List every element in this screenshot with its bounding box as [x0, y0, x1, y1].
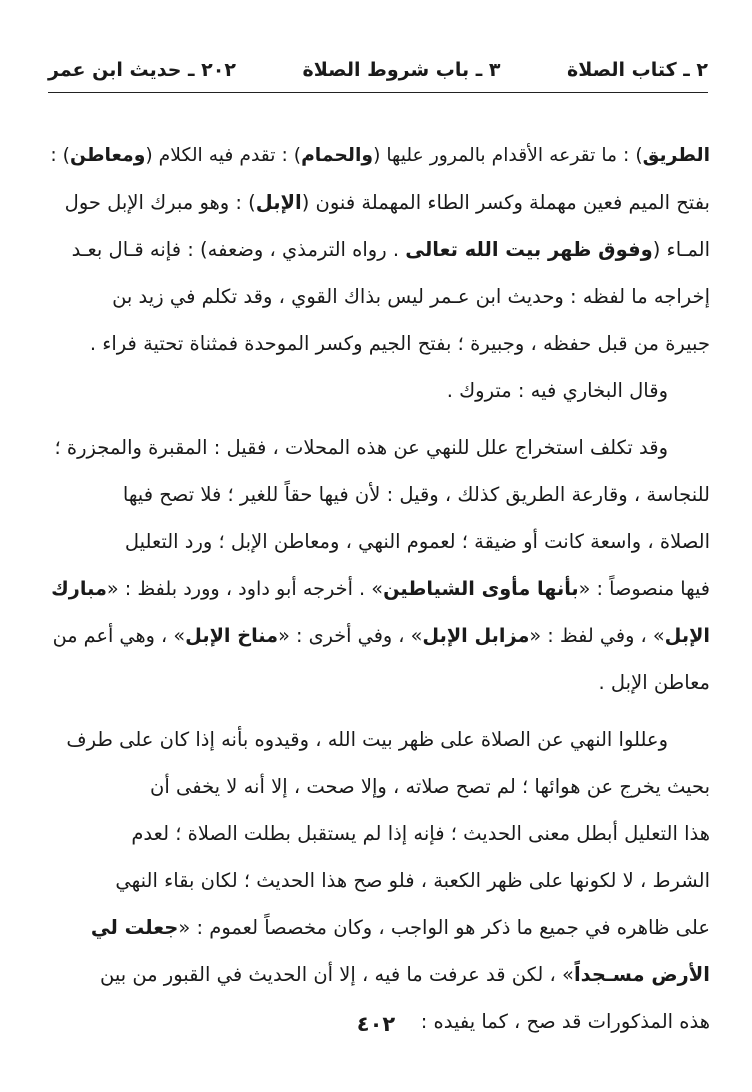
text-run: المـاء ( [652, 238, 710, 261]
header-chapter-title: ٢ ـ كتاب الصلاة [567, 59, 708, 81]
page-number: ٤٠٢ [356, 1012, 396, 1036]
text-run: الشرط ، لا لكونها على ظهر الكعبة ، فلو صح هذا الحديث ؛ لكان بقاء النهي [115, 869, 710, 892]
paragraph [46, 716, 710, 1045]
emphasized-text: الطريق [642, 145, 710, 166]
paragraph [46, 424, 710, 706]
text-run: » ، وفي أخرى : « [278, 624, 423, 647]
text-line [46, 810, 710, 857]
text-run: بفتح الميم فعين مهملة وكسر الطاء المهملة فنون ( [301, 191, 710, 214]
emphasized-text: وفوق ظهر بيت الله تعالى [405, 238, 653, 261]
text-run: هذا التعليل أبطل معنى الحديث ؛ فإنه إذا لم يستقبل بطلت الصلاة ؛ لعدم [131, 822, 710, 845]
text-line [46, 951, 710, 998]
text-line [46, 904, 710, 951]
emphasized-text: والحمام [301, 145, 374, 166]
text-line [46, 273, 710, 320]
text-run: » ، وهي أعم من [52, 624, 186, 647]
emphasized-text: الإبل [255, 191, 302, 214]
header-divider [48, 92, 708, 93]
text-run: إخراجه ما لفظه : وحديث ابن عـمر ليس بذاك القوي ، وقد تكلم في زيد بن [112, 285, 710, 308]
text-run: جبيرة من قبل حفظه ، وجبيرة ؛ بفتح الجيم وكسر الموحدة فمثناة تحتية فراء . [89, 332, 710, 355]
emphasized-text: ومعاطن [69, 145, 146, 166]
text-run: ) : وهو مبرك الإبل حول [64, 191, 256, 214]
text-run: الصلاة ، واسعة كانت أو ضيقة ؛ لعموم النهي ، ومعاطن الإبل ؛ ورد التعليل [124, 530, 710, 553]
text-line [46, 179, 710, 226]
text-run: ) : ما تقرعه الأقدام بالمرور عليها ( [373, 145, 643, 166]
text-run: للنجاسة ، وقارعة الطريق كذلك ، وقيل : لأن فيها حقاً للغير ؛ فلا تصح فيها [122, 483, 710, 506]
text-run: وقال البخاري فيه : متروك . [446, 379, 668, 402]
text-run: معاطن الإبل . [598, 671, 710, 694]
paragraph [46, 132, 710, 367]
text-run: على ظاهره في جميع ما ذكر هو الواجب ، وكان مخصصاً لعموم : « [178, 916, 710, 939]
text-line [46, 565, 710, 612]
text-run: بحيث يخرج عن هوائها ؛ لم تصح صلاته ، وإلا صحت ، إلا أنه لا يخفى أن [150, 775, 710, 798]
emphasized-text: الأرض مسـجداً [573, 963, 710, 986]
header-section-title: ٣ ـ باب شروط الصلاة [302, 59, 501, 81]
text-run: ) : تقدم فيه الكلام ( [145, 145, 302, 166]
emphasized-text: مبارك [51, 577, 107, 600]
text-run: . رواه الترمذي ، وضعفه) : فإنه قـال بعـد [71, 238, 406, 261]
text-line [46, 132, 710, 179]
text-line [46, 518, 710, 565]
text-run: » ، وفي لفظ : « [529, 624, 665, 647]
emphasized-text: الإبل [664, 624, 710, 647]
text-line [46, 320, 710, 367]
text-run: هذه المذكورات قد صح ، كما يفيده : [420, 1010, 710, 1033]
text-run: وقد تكلف استخراج علل للنهي عن هذه المحلات ، فقيل : المقبرة والمجزرة ؛ [54, 436, 668, 459]
running-header [48, 52, 708, 88]
emphasized-text: مزابل الإبل [422, 624, 530, 647]
text-line [46, 367, 710, 414]
text-run: ) : [50, 145, 70, 166]
emphasized-text: جعلت لي [90, 916, 179, 939]
text-line [46, 716, 710, 763]
body-text [46, 132, 710, 1045]
text-line [46, 471, 710, 518]
text-run: » ، لكن قد عرفت ما فيه ، إلا أن الحديث في القبور من بين [99, 963, 574, 986]
emphasized-text: مناخ الإبل [185, 624, 279, 647]
emphasized-text: بأنها مأوى الشياطين [383, 577, 579, 600]
text-line [46, 612, 710, 659]
text-line [46, 659, 710, 706]
text-run: » . أخرجه أبو داود ، وورد بلفظ : « [106, 577, 384, 600]
text-run: وعللوا النهي عن الصلاة على ظهر بيت الله ، وقيدوه بأنه إذا كان على طرف [66, 728, 668, 751]
text-line [46, 857, 710, 904]
header-hadith-title: ٢٠٢ ـ حديث ابن عمر [48, 59, 236, 81]
text-line [46, 226, 710, 273]
text-run: فيها منصوصاً : « [578, 577, 710, 600]
paragraph [46, 367, 710, 414]
text-line [46, 763, 710, 810]
text-line [46, 424, 710, 471]
